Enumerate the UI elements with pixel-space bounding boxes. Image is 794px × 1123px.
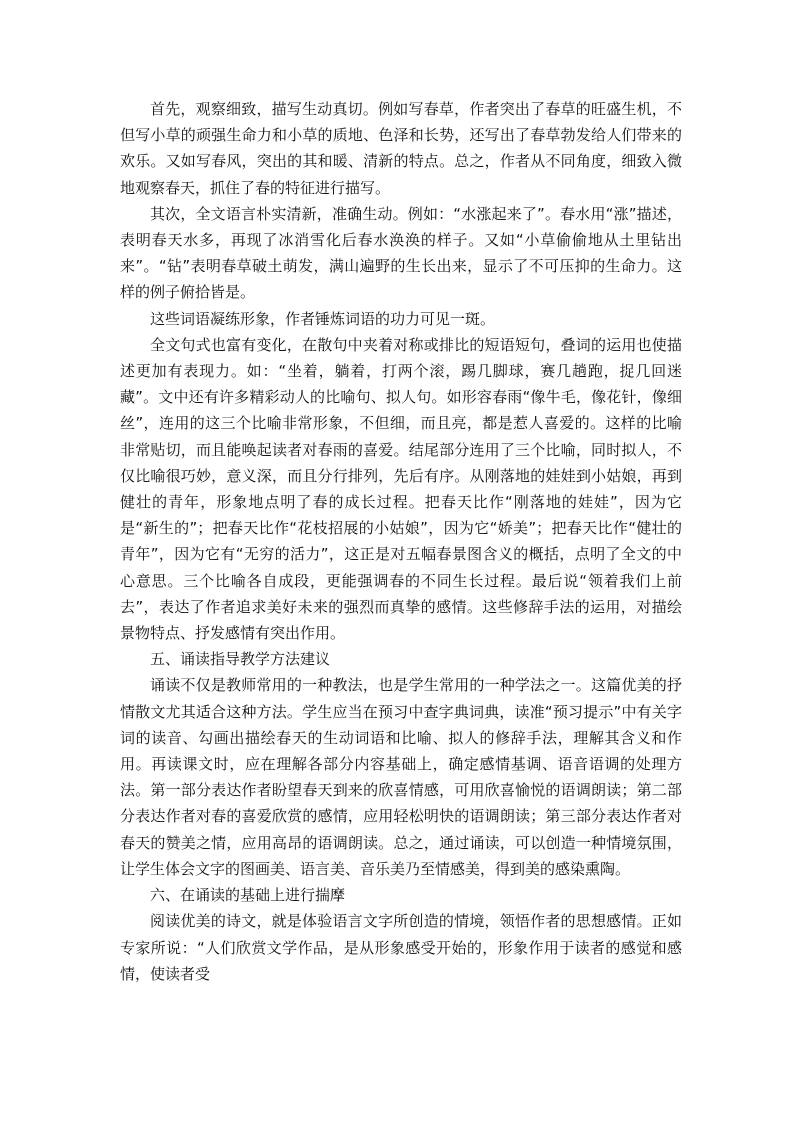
paragraph-recitation: 诵读不仅是教师常用的一种教法，也是学生常用的一种学法之一。这篇优美的抒情散文尤其适合这种方法。学生应当在预习中查字典词典，读准“预习提示”中有关字词的读音、勾画出描绘春天的生动词语和比喻、拟人的修辞手法，理解其含义和作用。再读课文时，应在理解各部分内容基础上，确定感情基调、语音语调的处理方法。第一部分表达作者盼望春天到来的欣喜情感，可用欣喜愉悦的语调朗读；第二部分表达作者对春的喜爱欣赏的感情，应用轻松明快的语调朗读；第三部分表达作者对春天的赞美之情，应用高昂的语调朗读。总之，通过诵读，可以创造一种情境氛围，让学生体会文字的图画美、语言美、音乐美乃至情感美，得到美的感染熏陶。 — [120, 676, 682, 878]
paragraph-contemplation: 阅读优美的诗文，就是体验语言文字所创造的情境，领悟作者的思想感情。正如专家所说：“人们欣赏文学作品，是从形象感受开始的，形象作用于读者的感觉和感情，使读者受 — [120, 912, 682, 983]
paragraph-observation: 首先，观察细致，描写生动真切。例如写春草，作者突出了春草的旺盛生机，不但写小草的顽强生命力和小草的质地、色泽和长势，还写出了春草勃发给人们带来的欢乐。又如写春风，突出的其和暖、清新的特点。总之，作者从不同角度，细致入微地观察春天，抓住了春的特征进行描写。 — [120, 100, 682, 197]
document-body — [120, 96, 682, 987]
section-heading-contemplation: 六、在诵读的基础上进行揣摩 — [150, 886, 346, 905]
paragraph-sentence-patterns: 全文句式也富有变化，在散句中夹着对称或排比的短语短句，叠词的运用也使描述更加有表现力。如：“坐着，躺着，打两个滚，踢几脚球，赛几趟跑，捉几回迷藏”。文中还有许多精彩动人的比喻句、拟人句。如形容春雨“像牛毛，像花针，像细丝”，连用的这三个比喻非常形象，不但细，而且亮，都是惹人喜爱的。这样的比喻非常贴切，而且能唤起读者对春雨的喜爱。结尾部分连用了三个比喻，同时拟人，不仅比喻很巧妙，意义深，而且分行排列，先后有序。从刚落地的娃娃到小姑娘，再到健壮的青年，形象地点明了春的成长过程。把春天比作“刚落地的娃娃”，因为它是“新生的”；把春天比作“花枝招展的小姑娘”，因为它“娇美”；把春天比作“健壮的青年”，因为它有“无穷的活力”，这正是对五幅春景图含义的概括，点明了全文的中心意思。三个比喻各自成段，更能强调春的不同生长过程。最后说“领着我们上前去”，表达了作者追求美好未来的强烈而真挚的感情。这些修辞手法的运用，对描绘景物特点、抒发感情有突出作用。 — [120, 335, 682, 643]
paragraph-word-refinement: 这些词语凝练形象，作者锤炼词语的功力可见一斑。 — [150, 309, 496, 328]
section-heading-recitation: 五、诵读指导教学方法建议 — [150, 650, 331, 669]
paragraph-language: 其次，全文语言朴实清新，准确生动。例如：“水涨起来了”。春水用“涨”描述，表明春天水多，再现了冰消雪化后春水涣涣的样子。又如“小草偷偷地从土里钻出来”。“钻”表明春草破土萌发，满山遍野的生长出来，显示了不可压抑的生命力。这样的例子俯拾皆是。 — [120, 204, 682, 302]
